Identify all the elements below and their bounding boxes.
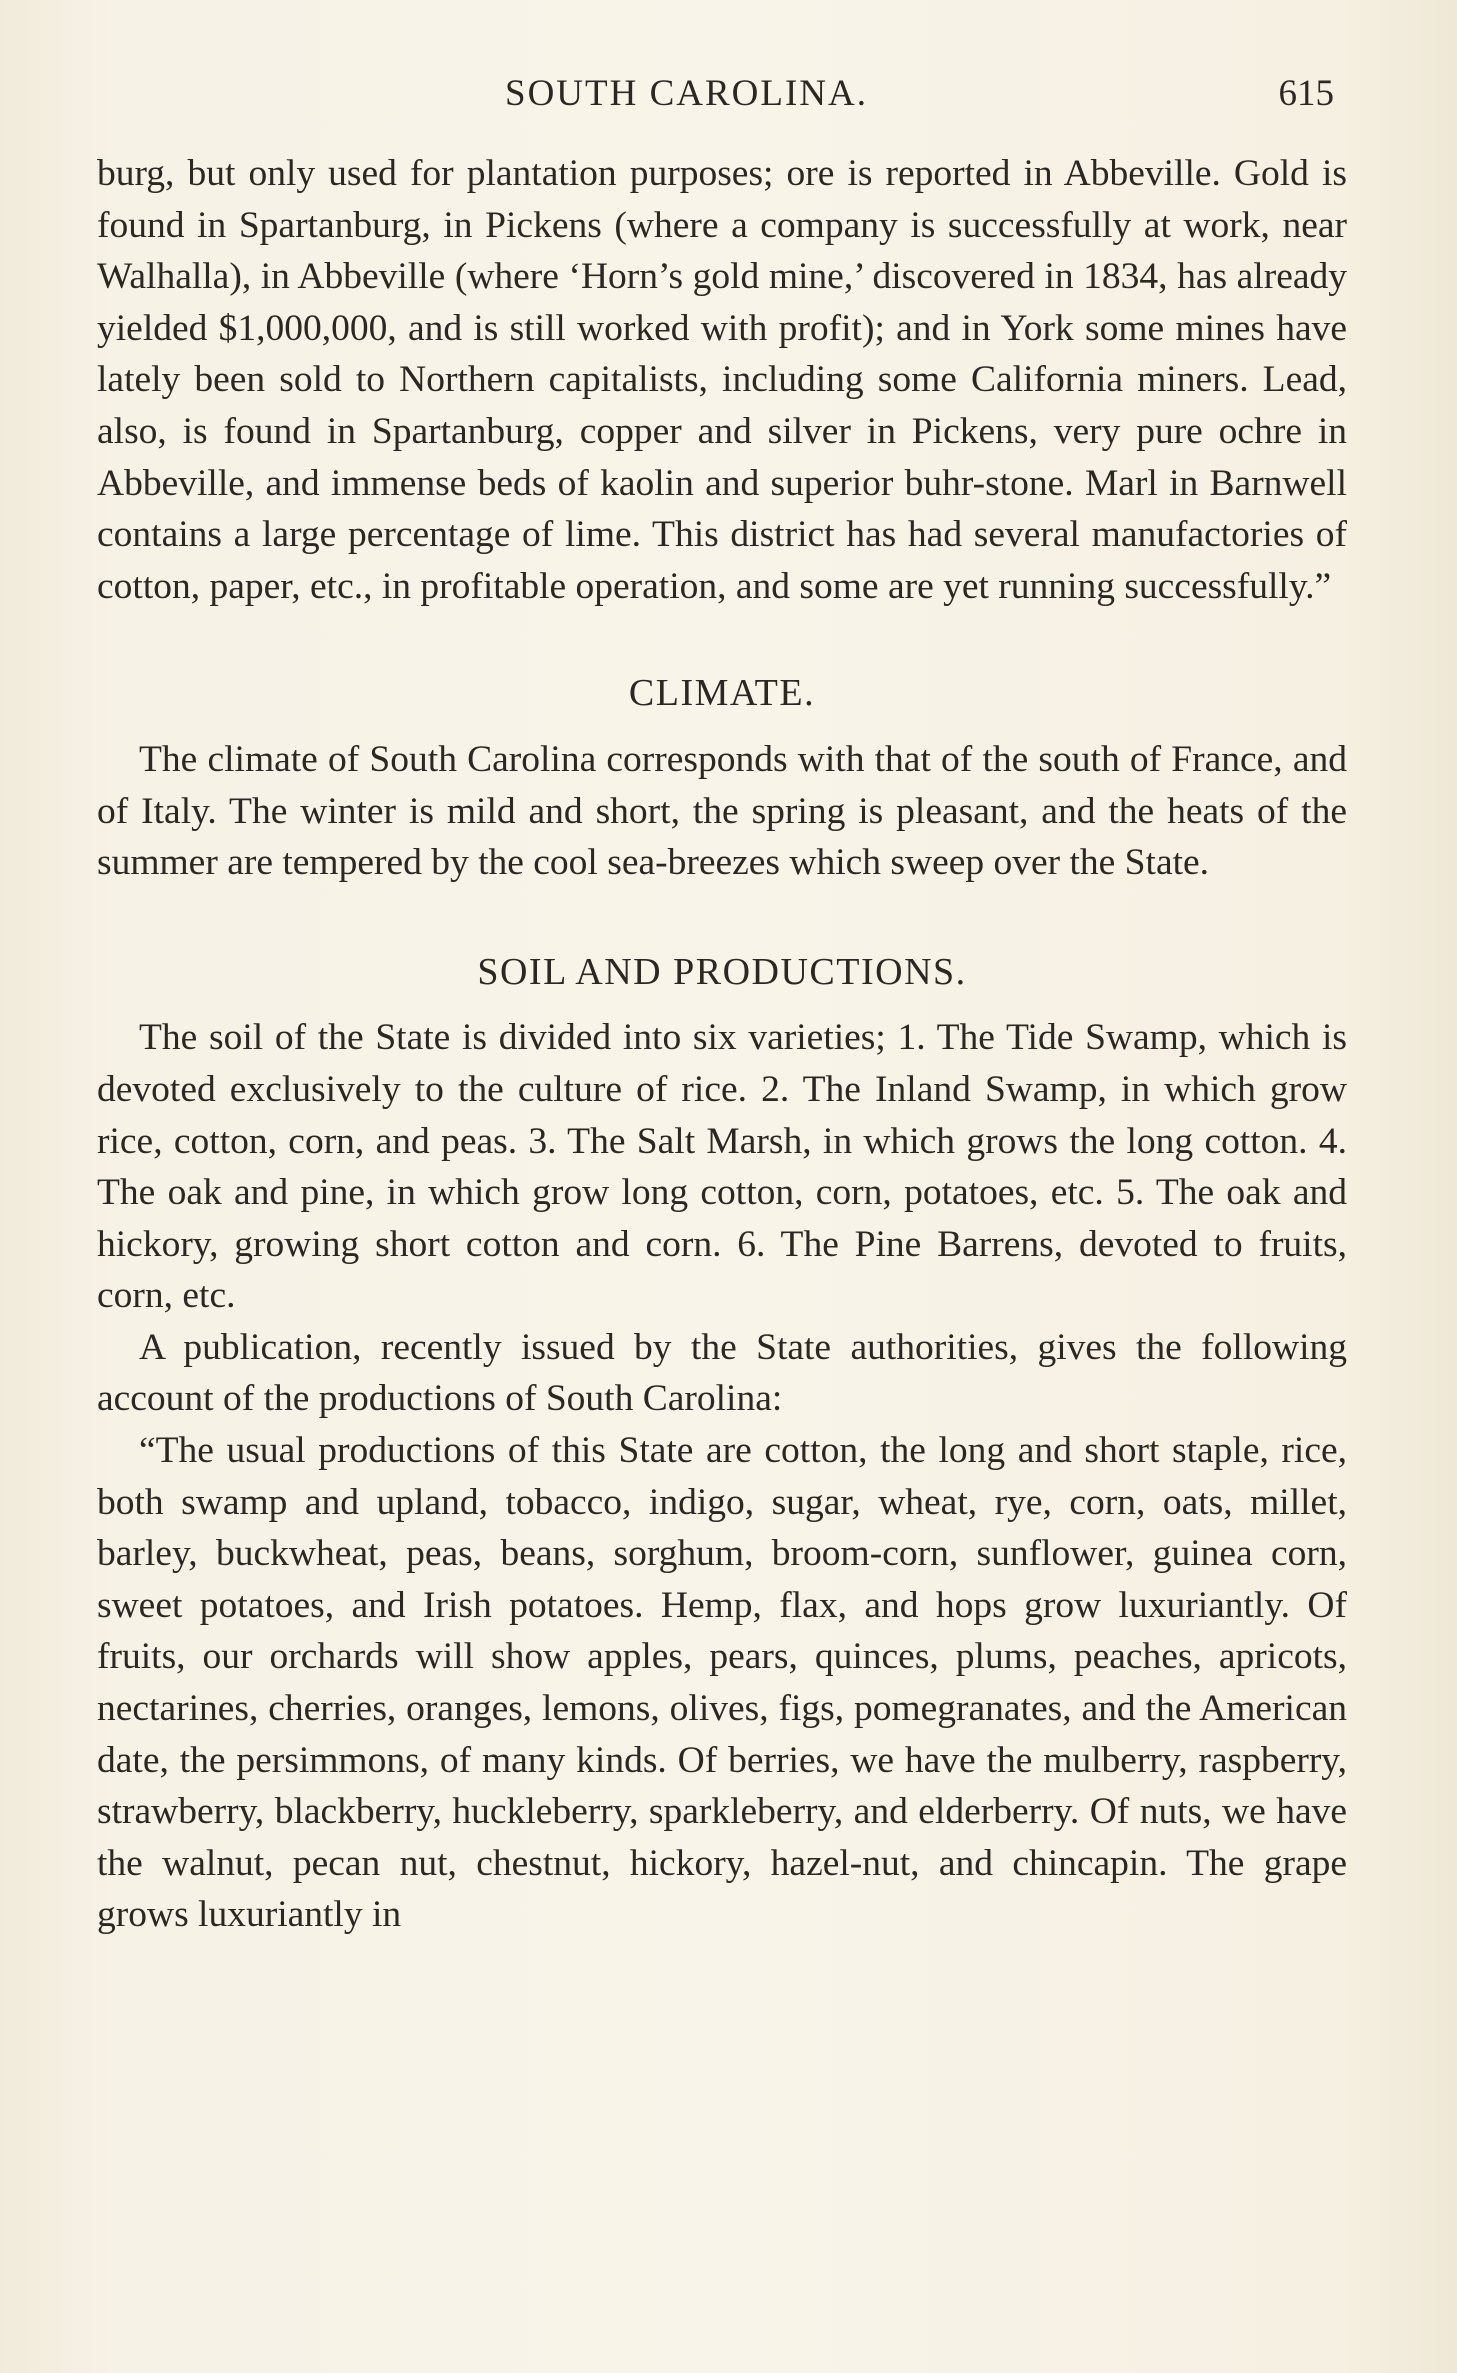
running-title: SOUTH CAROLINA. xyxy=(505,73,868,114)
soil-productions-heading: SOIL AND PRODUCTIONS. xyxy=(477,950,967,993)
running-head xyxy=(0,72,1457,122)
climate-heading: CLIMATE. xyxy=(628,672,816,715)
productions-quote-paragraph: “The usual productions of this State are cotton, the long and short staple, rice, both swamp and upland, tobacco, indigo, sugar, wheat, rye, corn, oats, millet, barley, buckwheat, peas, beans, sorghum, broom-corn, sunflower, guinea corn, sweet potatoes, and Irish potatoes. Hemp, flax, and hops grow luxuriantly. Of fruits, our orchards will show apples, pears, quinces, plums, peaches, apricots, nectarines, cherries, oranges, lemons, olives, figs, pomegranates, and the American date, the persimmons, of many kinds. Of berries, we have the mulberry, raspberry, strawberry, blackberry, huckleberry, sparkleberry, and elderberry. Of nuts, we have the walnut, pecan nut, chestnut, hickory, hazel-nut, and chincapin. The grape grows luxuriantly in xyxy=(97,1430,1347,1936)
opening-paragraph: burg, but only used for plantation purposes; ore is reported in Abbeville. Gold is found in Spartanburg, in Pickens (where a company is successfully at work, near Walhalla), in Abbeville (where ‘Horn’s gold mine,’ discovered in 1834, has already yielded $1,000,000, and is still worked with profit); and in York some mines have lately been sold to Northern capitalists, including some California miners. Lead, also, is found in Spartanburg, copper and silver in Pickens, very pure ochre in Abbeville, and immense beds of kaolin and superior buhr-stone. Marl in Barnwell contains a large percentage of lime. This district has had several manufactories of cotton, paper, etc., in profitable operation, and some are yet running successfully.” xyxy=(97,153,1347,607)
body-text xyxy=(97,148,1347,1941)
page-number: 615 xyxy=(1278,73,1334,114)
climate-paragraph: The climate of South Carolina corresponds with that of the south of France, and of Italy. The winter is mild and short, the spring is pleasant, and the heats of the summer are tempered by the cool sea-breezes which sweep over the State. xyxy=(97,738,1347,884)
soil-paragraph: The soil of the State is divided into six varieties; 1. The Tide Swamp, which is devoted exclusively to the culture of rice. 2. The Inland Swamp, in which grow rice, cotton, corn, and peas. 3. The Salt Marsh, in which grows the long cotton. 4. The oak and pine, in which grow long cotton, corn, potatoes, etc. 5. The oak and hickory, growing short cotton and corn. 6. The Pine Barrens, devoted to fruits, corn, etc. xyxy=(97,1017,1347,1317)
publication-paragraph: A publication, recently issued by the State authorities, gives the following account of the productions of South Carolina: xyxy=(97,1326,1347,1420)
